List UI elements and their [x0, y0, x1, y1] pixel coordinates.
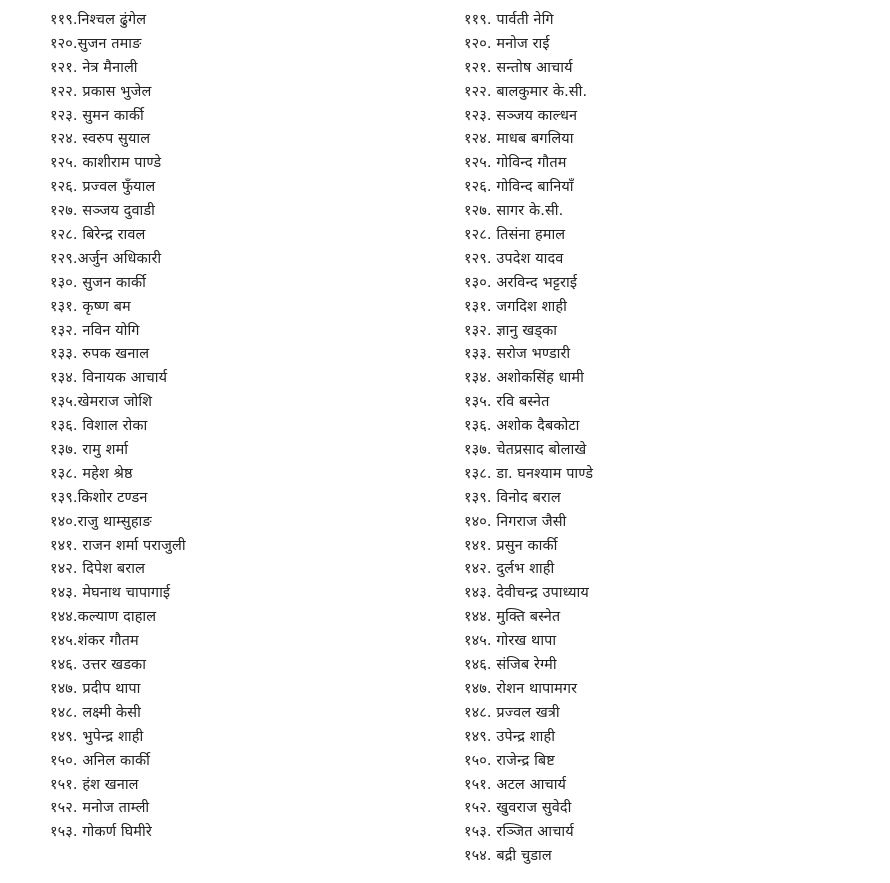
- list-item: १४५. गोरख थापा: [464, 633, 557, 650]
- list-item: १४१. प्रसुन कार्की: [464, 537, 558, 554]
- list-item: १४९. भुपेन्द्र शाही: [50, 728, 144, 745]
- left-name-list: [50, 9, 430, 845]
- list-item: १३०. अरविन्द भट्टराई: [464, 274, 578, 291]
- list-item: १२८. तिसंना हमाल: [464, 227, 566, 244]
- list-item: १४१. राजन शर्मा पराजुली: [50, 537, 186, 554]
- list-item: १४८. लक्ष्मी केसी: [50, 704, 141, 721]
- list-item: १३९. विनोद बराल: [464, 489, 561, 506]
- list-item: १३२. ज्ञानु खड्का: [464, 322, 558, 339]
- right-name-list: [464, 9, 864, 869]
- list-item: १५१. अटल आचार्य: [464, 776, 567, 793]
- list-item: १४३. देवीचन्द्र उपाध्याय: [464, 585, 589, 602]
- list-item: ११९.निश्चल ढुंगेल: [50, 12, 147, 28]
- list-item: १३६. विशाल रोका: [50, 418, 148, 435]
- list-item: १३१. जगदिश शाही: [464, 298, 567, 315]
- list-item: १४३. मेघनाथ चापागाई: [50, 585, 171, 602]
- list-item: १२८. बिरेन्द्र रावल: [50, 227, 146, 244]
- list-item: १४२. दुर्लभ शाही: [464, 561, 555, 578]
- list-item: १४६. संजिब रेग्मी: [464, 657, 557, 674]
- list-item: १३१. कृष्ण बम: [50, 298, 131, 315]
- list-item: १४८. प्रज्वल खत्री: [464, 704, 560, 721]
- list-item: १४४. मुक्ति बस्नेत: [464, 609, 561, 626]
- list-item: १२१. नेत्र मैनाली: [50, 59, 138, 76]
- list-item: १४६. उत्तर खडका: [50, 657, 147, 674]
- list-item: १३२. नविन योगि: [50, 322, 140, 339]
- list-item: १२५. काशीराम पाण्डे: [50, 155, 162, 172]
- list-item: १४५.शंकर गौतम: [50, 633, 139, 650]
- list-item: १२०.सुजन तमाङ: [50, 35, 142, 52]
- list-item: १३४. विनायक आचार्य: [50, 370, 168, 387]
- list-item: १२५. गोविन्द गौतम: [464, 155, 567, 172]
- list-item: १५१. हंश खनाल: [50, 776, 139, 793]
- list-item: १४०.राजु थाम्सुहाङ: [50, 513, 152, 530]
- list-item: १४२. दिपेश बराल: [50, 561, 145, 578]
- list-item: १५०. अनिल कार्की: [50, 752, 151, 769]
- list-item: १५३. गोकर्ण घिमीरे: [50, 824, 152, 841]
- list-item: १५४. बद्री चुडाल: [464, 848, 552, 865]
- list-item: १२९.अर्जुन अधिकारी: [50, 250, 162, 267]
- list-item: १२१. सन्तोष आचार्य: [464, 59, 573, 76]
- list-item: १५२. खुवराज सुवेदी: [464, 800, 572, 817]
- list-item: १२२. प्रकास भुजेल: [50, 83, 152, 100]
- list-item: १२६. गोविन्द बानियाँ: [464, 179, 574, 196]
- list-item: १३०. सुजन कार्की: [50, 274, 146, 291]
- list-item: १२४. माधब बगलिया: [464, 131, 574, 148]
- list-item: १२९. उपदेश यादव: [464, 250, 564, 267]
- list-item: १३५. रवि बस्नेत: [464, 394, 550, 411]
- list-item: १४०. निगराज जैसी: [464, 513, 567, 530]
- list-item: १३४. अशोकसिंह धामी: [464, 370, 584, 387]
- list-item: १३८. महेश श्रेष्ठ: [50, 465, 133, 482]
- list-item: १३९.किशोर टण्डन: [50, 489, 148, 506]
- list-item: १४७. रोशन थापामगर: [464, 680, 578, 697]
- list-item: १५३. रञ्जित आचार्य: [464, 824, 574, 841]
- list-item: १३३. सरोज भण्डारी: [464, 346, 571, 363]
- list-item: १२३. सञ्जय काल्धन: [464, 107, 578, 124]
- list-item: १२२. बालकुमार के.सी.: [464, 83, 588, 100]
- list-item: १४४.कल्याण दाहाल: [50, 609, 157, 626]
- list-item: ११९. पार्वती नेगि: [464, 12, 554, 28]
- list-item: १३७. रामु शर्मा: [50, 442, 129, 459]
- list-item: १३५.खेमराज जोशि: [50, 394, 153, 411]
- list-item: १२३. सुमन कार्की: [50, 107, 144, 124]
- list-item: १४७. प्रदीप थापा: [50, 680, 141, 697]
- list-item: १२४. स्वरुप सुयाल: [50, 131, 151, 148]
- list-item: १३७. चेतप्रसाद बोलाखे: [464, 442, 587, 459]
- list-item: १३८. डा. घनश्याम पाण्डे: [464, 465, 594, 482]
- list-item: १२६. प्रज्वल फुँयाल: [50, 179, 156, 196]
- list-item: १३६. अशोक दैबकोटा: [464, 418, 580, 435]
- list-item: १२७. सागर के.सी.: [464, 203, 564, 220]
- list-item: १४९. उपेन्द्र शाही: [464, 728, 556, 745]
- list-item: १२०. मनोज राई: [464, 35, 550, 52]
- list-item: १३३. रुपक खनाल: [50, 346, 150, 363]
- list-item: १५०. राजेन्द्र बिष्ट: [464, 752, 555, 769]
- list-item: १५२. मनोज ताम्ली: [50, 800, 150, 817]
- list-item: १२७. सञ्जय दुवाडी: [50, 203, 155, 220]
